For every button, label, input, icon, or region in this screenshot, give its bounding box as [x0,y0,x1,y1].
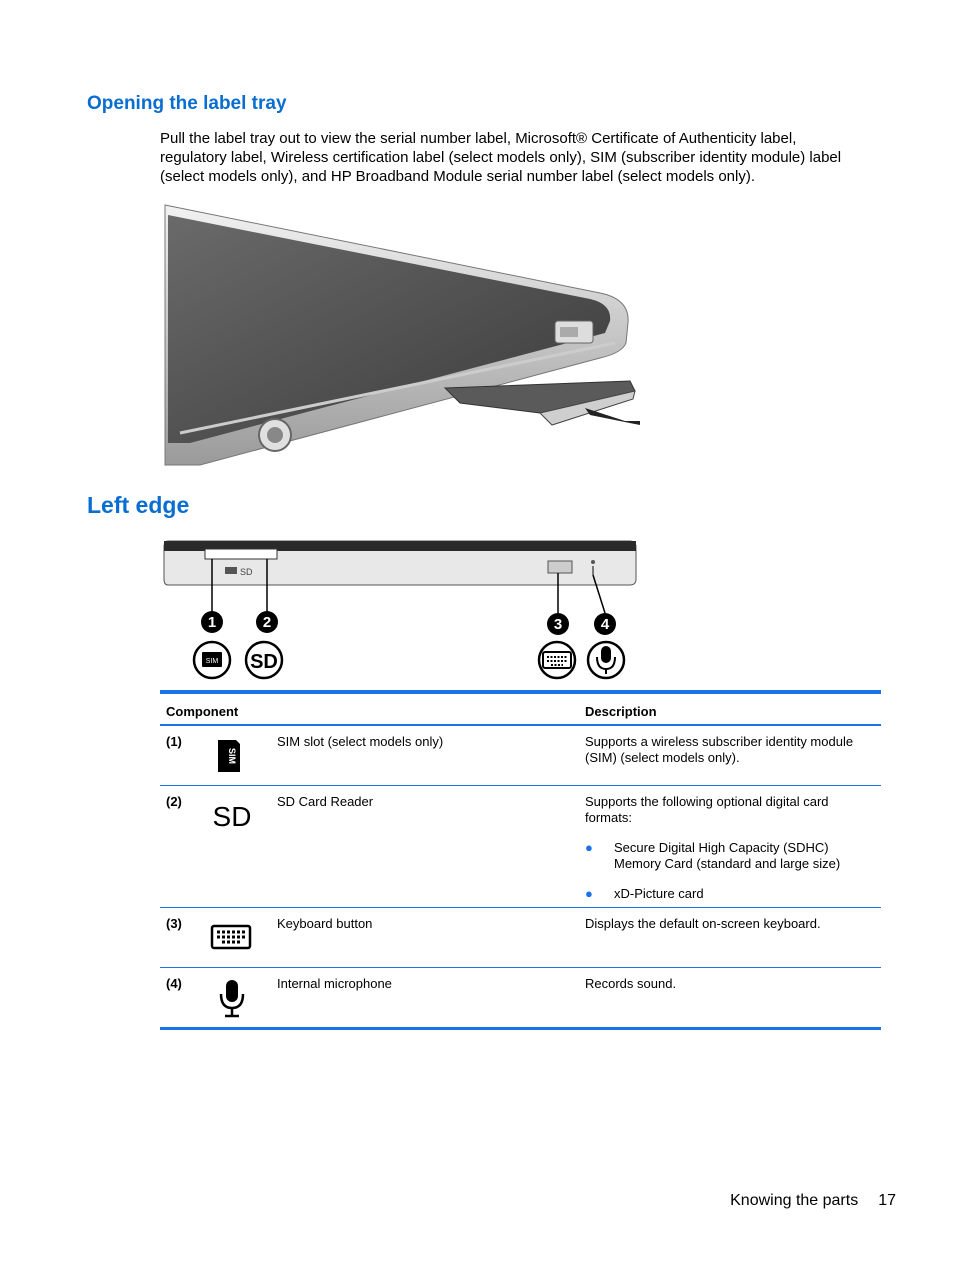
list-item [585,840,865,872]
list-item-text: Secure Digital High Capacity (SDHC) Memory Card (standard and large size) [614,840,841,871]
sim-icon [206,736,254,776]
table-row [160,726,881,786]
section-heading-opening: Opening the label tray [87,93,287,114]
components-table [160,690,881,1030]
callout-sim-icon [194,642,230,678]
row-number: (1) [166,734,182,749]
keyboard-icon [206,918,254,958]
sd-icon [206,796,254,836]
svg-text:4: 4 [600,616,610,633]
intro-paragraph: Pull the label tray out to view the serial number label, Microsoft® Certificate of Authenticity label, regulatory label, Wireless certification label (select models only), SIM (subscriber identity module) label (select models only), and HP Broadband Module serial number label (select models only). [160,130,842,185]
svg-text:SIM: SIM [205,658,219,665]
callout-keyboard-icon [539,642,575,678]
row-number: (3) [166,916,182,931]
svg-text:SD: SD [212,801,252,832]
callout-sd-icon [246,642,282,678]
component-name: SIM slot (select models only) [277,734,444,749]
table-row [160,786,881,908]
bullet-icon: ● [585,886,593,901]
svg-text:3: 3 [553,616,563,633]
bullet-icon: ● [585,840,593,855]
list-item [585,886,865,902]
row-number: (4) [166,976,182,991]
component-name: SD Card Reader [277,794,374,809]
svg-text:2: 2 [262,614,272,631]
section-heading-left-edge: Left edge [87,492,190,518]
row-number: (2) [166,794,182,809]
component-description [585,794,865,902]
component-description: Displays the default on-screen keyboard. [585,916,821,931]
component-description: Supports a wireless subscriber identity module (SIM) (select models only). [585,734,854,765]
label-tray-photo [160,203,645,468]
footer-section: Knowing the parts [730,1192,859,1209]
page-footer [730,1192,896,1210]
table-row [160,968,881,1027]
svg-text:SIM: SIM [227,747,237,765]
component-name: Keyboard button [277,916,373,931]
table-header [160,694,881,726]
description-text: Supports the following optional digital card formats: [585,794,829,825]
microphone-icon [206,978,254,1018]
header-component: Component [166,704,239,719]
page-number: 17 [878,1192,896,1209]
svg-text:1: 1 [207,614,217,631]
left-edge-figure [160,533,640,683]
svg-text:SD: SD [250,651,278,673]
component-name: Internal microphone [277,976,392,991]
table-row [160,908,881,968]
header-description: Description [585,704,657,719]
component-description: Records sound. [585,976,677,991]
sd-slot-label: SD [240,567,253,577]
list-item-text: xD-Picture card [614,886,704,901]
callout-microphone-icon [588,642,624,678]
